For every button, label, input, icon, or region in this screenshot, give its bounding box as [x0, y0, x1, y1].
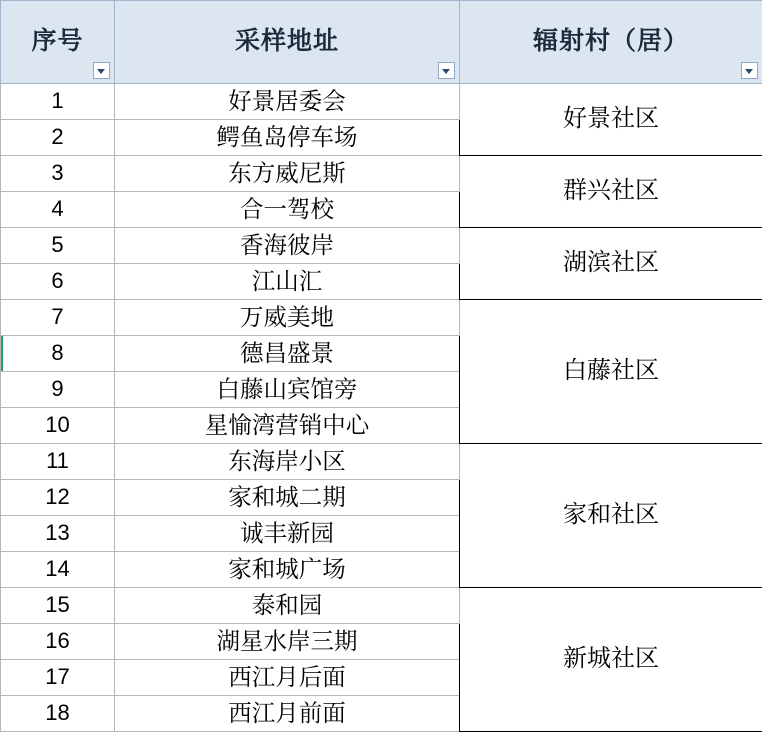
cell-index[interactable]: 5	[1, 228, 115, 264]
column-header-index-label: 序号	[1, 21, 114, 63]
table-header-row	[1, 1, 762, 84]
table-row	[1, 228, 762, 264]
cell-address[interactable]: 白藤山宾馆旁	[115, 372, 460, 408]
cell-village[interactable]: 好景社区	[460, 84, 762, 156]
filter-dropdown-icon-index[interactable]	[93, 62, 110, 79]
cell-village[interactable]: 湖滨社区	[460, 228, 762, 300]
cell-index[interactable]: 1	[1, 84, 115, 120]
cell-address[interactable]: 东海岸小区	[115, 444, 460, 480]
cell-address[interactable]: 鳄鱼岛停车场	[115, 120, 460, 156]
cell-address[interactable]: 江山汇	[115, 264, 460, 300]
cell-index[interactable]: 16	[1, 624, 115, 660]
column-header-village[interactable]	[460, 1, 762, 84]
filter-dropdown-icon-address[interactable]	[438, 62, 455, 79]
cell-address[interactable]: 泰和园	[115, 588, 460, 624]
cell-index[interactable]: 13	[1, 516, 115, 552]
cell-address[interactable]: 西江月后面	[115, 660, 460, 696]
cell-address[interactable]: 合一驾校	[115, 192, 460, 228]
cell-address[interactable]: 好景居委会	[115, 84, 460, 120]
cell-address[interactable]: 星愉湾营销中心	[115, 408, 460, 444]
cell-village[interactable]: 群兴社区	[460, 156, 762, 228]
column-header-address[interactable]	[115, 1, 460, 84]
cell-address[interactable]: 家和城广场	[115, 552, 460, 588]
table-row	[1, 300, 762, 336]
chevron-down-icon	[97, 69, 105, 74]
cell-index[interactable]: 7	[1, 300, 115, 336]
cell-village[interactable]: 白藤社区	[460, 300, 762, 444]
cell-index[interactable]: 11	[1, 444, 115, 480]
cell-address[interactable]: 湖星水岸三期	[115, 624, 460, 660]
table-row	[1, 444, 762, 480]
cell-index[interactable]: 15	[1, 588, 115, 624]
cell-address[interactable]: 家和城二期	[115, 480, 460, 516]
cell-address[interactable]: 西江月前面	[115, 696, 460, 732]
table-row	[1, 84, 762, 120]
cell-index[interactable]: 12	[1, 480, 115, 516]
cell-index[interactable]: 9	[1, 372, 115, 408]
cell-address[interactable]: 德昌盛景	[115, 336, 460, 372]
cell-village[interactable]: 新城社区	[460, 588, 762, 732]
cell-village[interactable]: 家和社区	[460, 444, 762, 588]
table-header	[1, 1, 762, 84]
table-body	[1, 84, 762, 732]
cell-address[interactable]: 万威美地	[115, 300, 460, 336]
cell-index[interactable]: 14	[1, 552, 115, 588]
filter-dropdown-icon-village[interactable]	[741, 62, 758, 79]
cell-address[interactable]: 香海彼岸	[115, 228, 460, 264]
column-header-address-label: 采样地址	[115, 21, 459, 63]
column-header-index[interactable]	[1, 1, 115, 84]
column-header-village-label: 辐射村（居）	[460, 21, 762, 63]
cell-address[interactable]: 东方威尼斯	[115, 156, 460, 192]
cell-index[interactable]: 10	[1, 408, 115, 444]
cell-index[interactable]: 4	[1, 192, 115, 228]
cell-index[interactable]: 8	[1, 336, 115, 372]
cell-index[interactable]: 6	[1, 264, 115, 300]
chevron-down-icon	[745, 69, 753, 74]
cell-index[interactable]: 2	[1, 120, 115, 156]
cell-address[interactable]: 诚丰新园	[115, 516, 460, 552]
table-row	[1, 588, 762, 624]
chevron-down-icon	[442, 69, 450, 74]
cell-index[interactable]: 17	[1, 660, 115, 696]
cell-index[interactable]: 18	[1, 696, 115, 732]
table-row	[1, 156, 762, 192]
cell-index[interactable]: 3	[1, 156, 115, 192]
